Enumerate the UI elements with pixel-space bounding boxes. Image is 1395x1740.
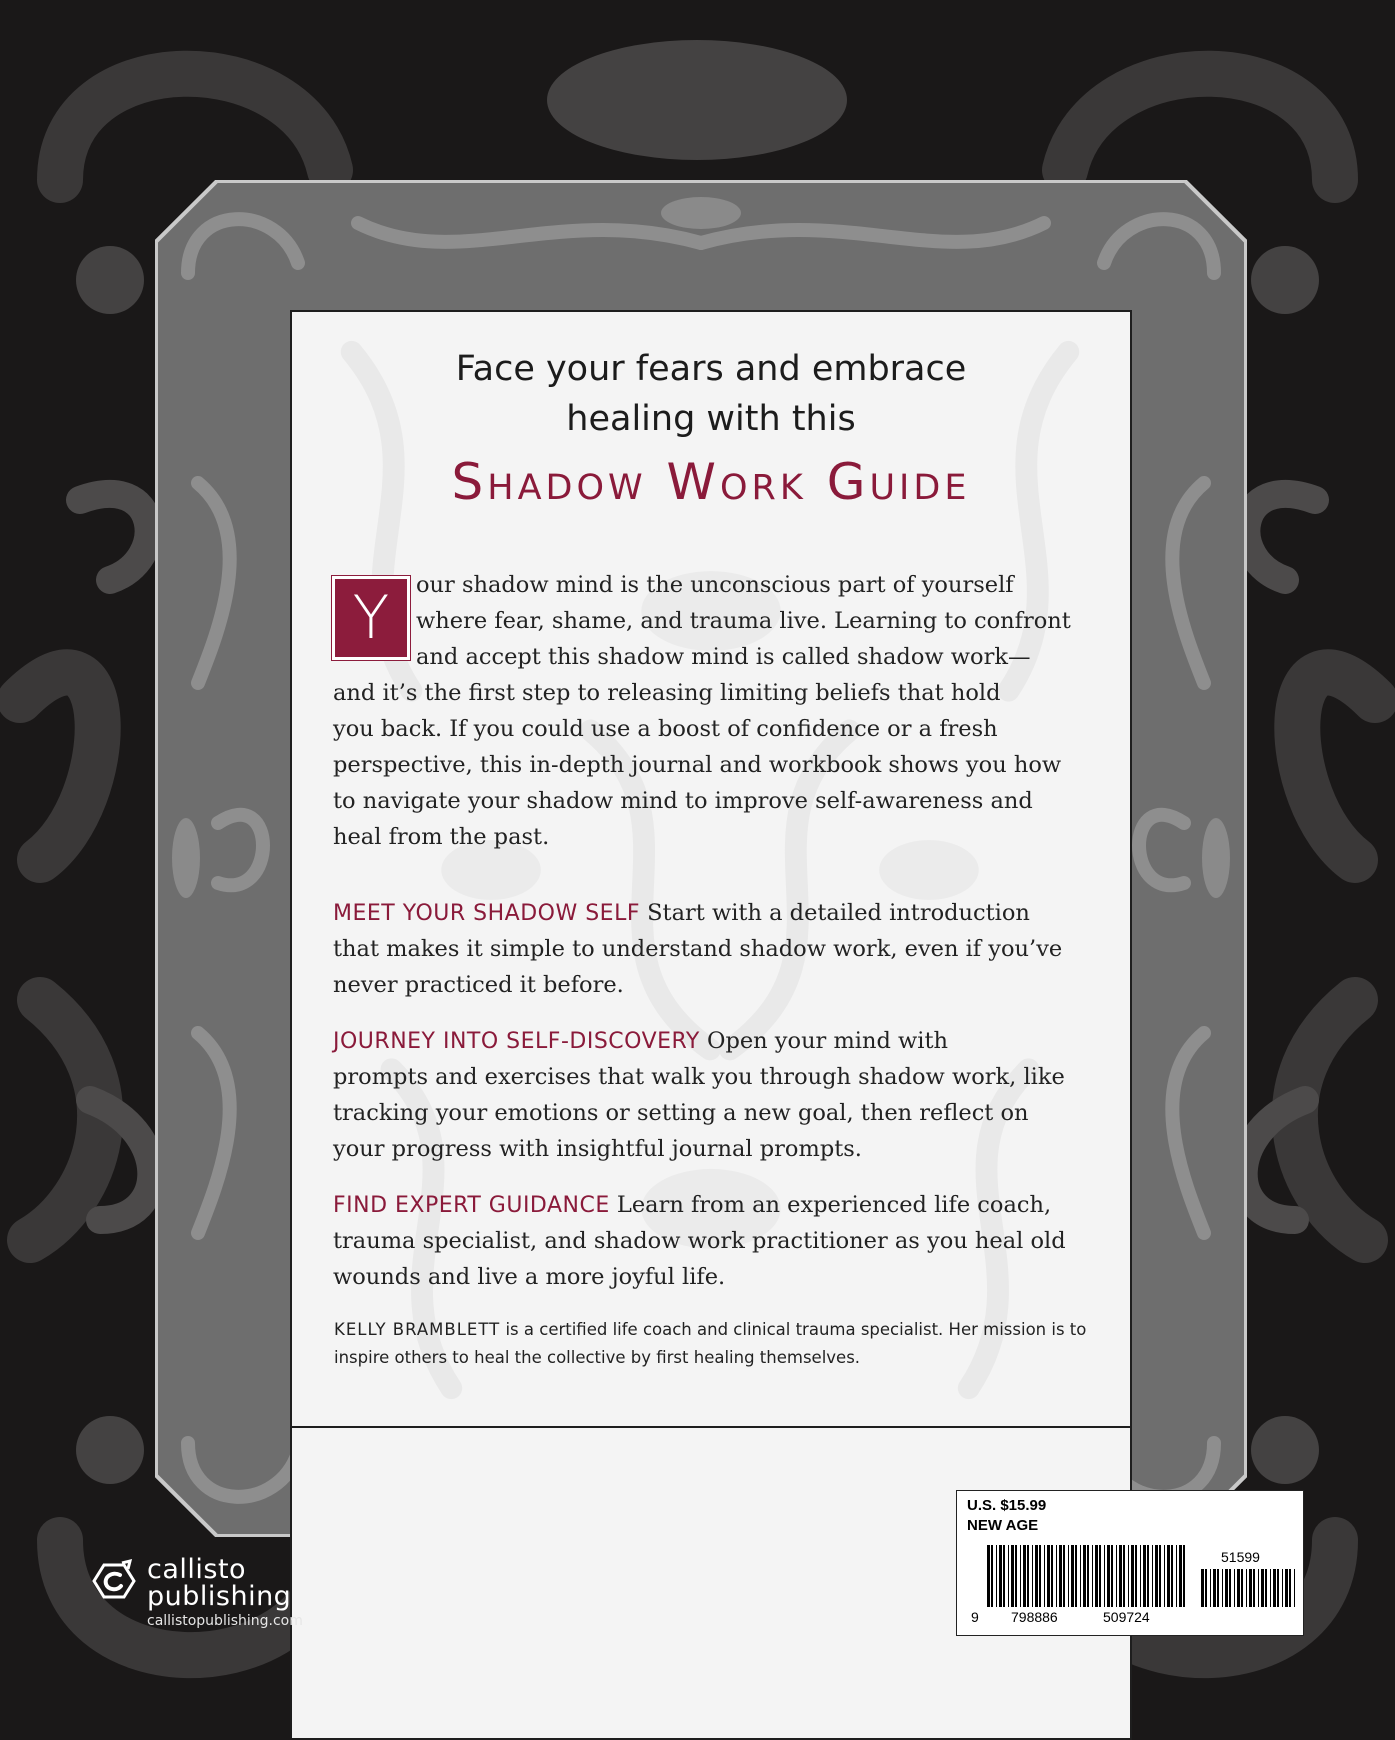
bullet-first-line [333,1187,1051,1225]
barcode-bar [1183,1545,1185,1607]
barcode-bar [1253,1569,1255,1607]
dropcap-letter: Y [332,576,410,660]
addon-barcode [1201,1569,1297,1607]
bullet-line: trauma specialist, and shadow work practitioner as you heal old [333,1228,1066,1254]
headline-line-1: Face your fears and embrace [455,349,967,389]
barcode-bar [1080,1545,1081,1607]
barcode-bar [1011,1545,1014,1607]
barcode-bar [1099,1545,1101,1607]
barcode-bar [1059,1545,1062,1607]
intro-line: perspective, this in-depth journal and workbook shows you how [333,752,1062,778]
barcode-bar [1063,1545,1065,1607]
barcode-bar [1143,1545,1146,1607]
barcode-bar [1035,1545,1038,1607]
barcode-bar [1071,1545,1074,1607]
bullet-line: your progress with insightful journal prompts. [333,1136,862,1162]
barcode-bar [1265,1569,1267,1607]
barcode-bar [1155,1545,1158,1607]
barcode-bar [1119,1545,1122,1607]
intro-line: our shadow mind is the unconscious part of yourself [416,572,1014,598]
barcode-bar [1246,1569,1247,1607]
barcode-bar [999,1545,1002,1607]
barcode-bar [1289,1569,1291,1607]
barcode-bar [1249,1569,1252,1607]
barcode-bar [1258,1569,1259,1607]
barcode-bar [1023,1545,1026,1607]
intro-line: you back. If you could use a boost of confidence or a fresh [333,716,998,742]
bullet-heading: JOURNEY INTO SELF-DISCOVERY [333,1029,700,1054]
publisher-name-line-1: callisto [147,1554,247,1585]
bullet-line: tracking your emotions or setting a new goal, then reflect on [333,1100,1029,1126]
barcode-bar [1123,1545,1125,1607]
barcode-bar [1205,1569,1207,1607]
barcode-bar [1234,1569,1235,1607]
barcode-bar [1039,1545,1041,1607]
barcode-bar [1131,1545,1134,1607]
barcode-bar [1044,1545,1045,1607]
barcode-bar [1092,1545,1093,1607]
category: NEW AGE [967,1517,1039,1534]
isbn-left-digits: 798886 [1011,1609,1058,1625]
price: U.S. $15.99 [967,1497,1047,1514]
barcode-bar [1201,1569,1204,1607]
barcode-bar [1087,1545,1089,1607]
barcode-bar [1237,1569,1240,1607]
intro-line: and accept this shadow mind is called shadow work— [416,644,1031,670]
barcode-bar [1104,1545,1105,1607]
barcode-bar [1075,1545,1077,1607]
barcode-bar [1147,1545,1149,1607]
barcode-bar [1032,1545,1033,1607]
book-title: Shadow Work Guide [451,453,971,511]
callisto-logo-icon [90,1557,138,1605]
barcode-bar [1051,1545,1053,1607]
author-bio-text: is a certified life coach and clinical trauma specialist. Her mission is to [505,1320,1087,1339]
intro-line: where fear, shame, and trauma live. Learning to confront [416,608,1071,634]
barcode-bar [1241,1569,1243,1607]
intro-line: heal from the past. [333,824,550,850]
barcode-bar [1213,1569,1216,1607]
barcode-bar [987,1545,990,1607]
headline-line-2: healing with this [566,399,856,439]
publisher-name-line-2: publishing [147,1581,292,1612]
barcode-bar [1285,1569,1288,1607]
barcode-bar [1179,1545,1182,1607]
barcode-bar [1282,1569,1283,1607]
barcode-bar [1140,1545,1141,1607]
addon-code: 51599 [1221,1549,1260,1565]
barcode-bar [1047,1545,1050,1607]
barcode-bar [1111,1545,1113,1607]
barcode-bar [1056,1545,1057,1607]
barcode-bar [991,1545,993,1607]
barcode-bar [1135,1545,1137,1607]
barcode-bar [1229,1569,1231,1607]
isbn-right-digits: 509724 [1103,1609,1150,1625]
bullet-line: prompts and exercises that walk you through shadow work, like [333,1064,1065,1090]
barcode-bar [1020,1545,1021,1607]
author-bio-line-1 [334,1316,1086,1344]
bullet-heading: FIND EXPERT GUIDANCE [333,1193,610,1218]
barcode-bar [1095,1545,1098,1607]
bullet-text: Start with a detailed introduction [647,900,1030,926]
author-bio-line-2: inspire others to heal the collective by first healing themselves. [334,1348,861,1367]
barcode-bar [1164,1545,1165,1607]
barcode-bar [996,1545,997,1607]
barcode-bar [1152,1545,1153,1607]
intro-line: and it’s the first step to releasing limiting beliefs that hold [333,680,1001,706]
isbn-barcode [987,1545,1187,1607]
barcode-bar [1068,1545,1069,1607]
intro-line: to navigate your shadow mind to improve self-awareness and [333,788,1033,814]
barcode-label [956,1490,1304,1636]
barcode-bar [1116,1545,1117,1607]
barcode-bar [1083,1545,1086,1607]
publisher-url: callistopublishing.com [147,1613,303,1629]
barcode-bar [1210,1569,1211,1607]
barcode-bar [1008,1545,1009,1607]
barcode-bar [1171,1545,1173,1607]
bullet-line: that makes it simple to understand shadow work, even if you’ve [333,936,1063,962]
barcode-bar [1159,1545,1161,1607]
barcode-bar [1270,1569,1271,1607]
barcode-bar [1261,1569,1264,1607]
barcode-bar [1225,1569,1228,1607]
author-name: KELLY BRAMBLETT [334,1320,501,1339]
bullet-first-line [333,1023,948,1061]
barcode-bar [1217,1569,1219,1607]
barcode-bar [1015,1545,1017,1607]
barcode-bar [1294,1569,1295,1607]
bullet-line: wounds and live a more joyful life. [333,1264,726,1290]
barcode-bar [1222,1569,1223,1607]
isbn-lead-digit: 9 [971,1609,979,1625]
bullet-text: Learn from an experienced life coach, [616,1192,1052,1218]
barcode-bar [1128,1545,1129,1607]
barcode-bar [1176,1545,1177,1607]
barcode-bar [1277,1569,1279,1607]
barcode-bar [1107,1545,1110,1607]
white-panel [290,310,1132,1428]
barcode-bar [1003,1545,1005,1607]
bullet-first-line [333,895,1030,933]
bullet-line: never practiced it before. [333,972,624,998]
bullet-heading: MEET YOUR SHADOW SELF [333,901,640,926]
barcode-bar [1167,1545,1170,1607]
barcode-bar [1027,1545,1029,1607]
bullet-text: Open your mind with [707,1028,949,1054]
barcode-bar [1273,1569,1276,1607]
